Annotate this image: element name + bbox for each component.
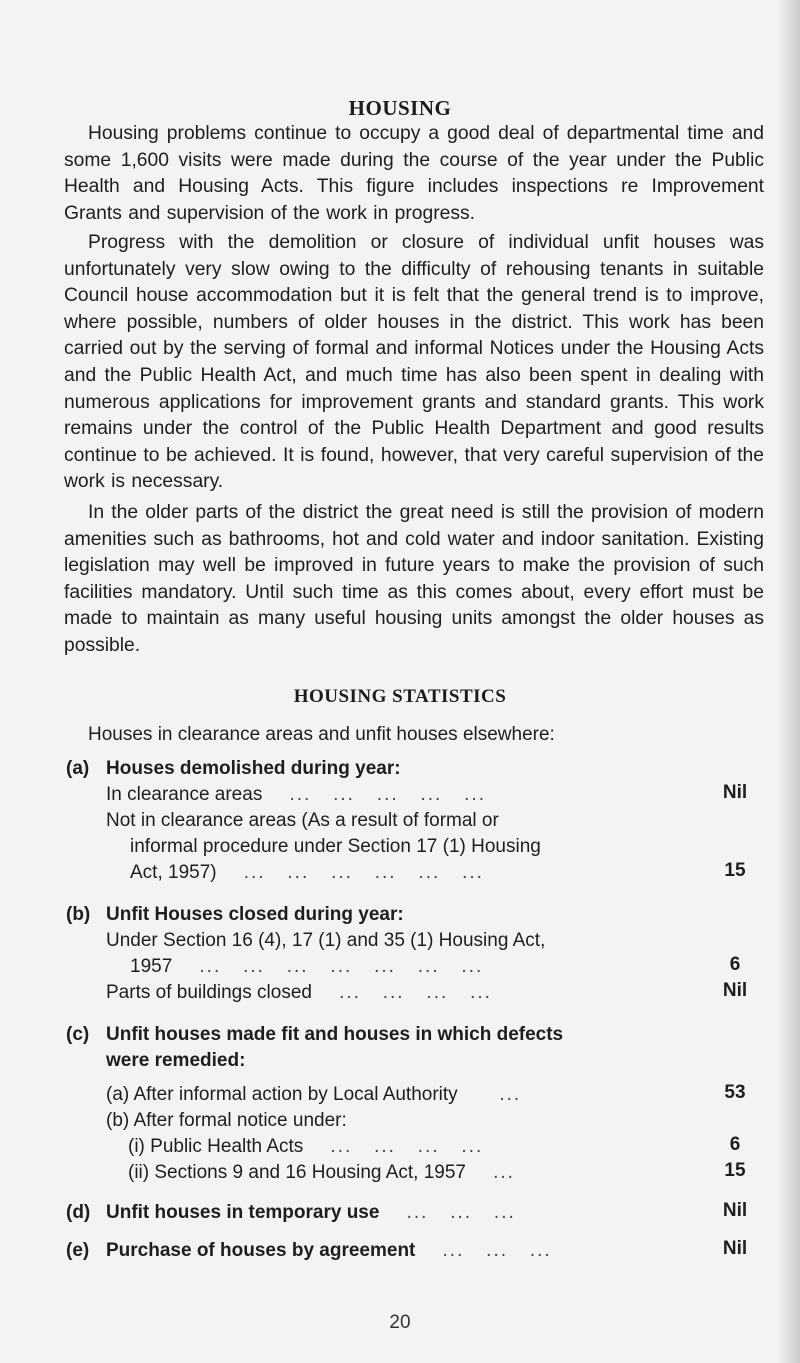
- section-d: [66, 1200, 516, 1226]
- statistics-intro: Houses in clearance areas and unfit houses elsewhere:: [88, 724, 555, 745]
- paragraph-2: Progress with the demolition or closure of individual unfit houses was unfortunately very slow owing to the difficulty of rehousing tenants in suitable Council house accommodation but it is felt that the general trend is to improve, where possible, numbers of older houses in the district. This work has been carried out by the serving of formal and informal Notices under the Housing Acts and the Public Health Act, and much time has also been spent in dealing with numerous applications for improvement grants and standard grants. This work remains under the control of the Public Health Department and good results continue to be achieved. It is found, however, that very careful supervision of the work is necessary.: [64, 232, 764, 493]
- section-a-item-2-line-2: informal procedure under Section 17 (1) Housing: [130, 836, 541, 857]
- section-c-sub-a-value: 53: [724, 1082, 746, 1103]
- page-number: 20: [389, 1312, 411, 1333]
- section-c-sub-i: [128, 1134, 483, 1160]
- section-a-heading: [66, 756, 401, 782]
- section-b-title: Unfit Houses closed during year:: [106, 904, 404, 925]
- section-d-mark: (d): [66, 1202, 91, 1223]
- section-a-item-1-label: In clearance areas: [106, 784, 263, 805]
- leader-dots: ...: [471, 1162, 515, 1183]
- section-c-sub-a: [106, 1082, 521, 1108]
- section-a-item-2-line-3: [130, 860, 484, 886]
- section-c-heading-line-1: [66, 1022, 563, 1048]
- leader-dots: ... ... ... ... ...: [267, 784, 486, 805]
- section-e-label: Purchase of houses by agreement: [106, 1240, 416, 1261]
- section-c-sub-a-label: (a) After informal action by Local Authority: [106, 1084, 458, 1105]
- section-b-item-1-line-2: [130, 954, 483, 980]
- section-c-mark: (c): [66, 1024, 90, 1045]
- leader-dots: ... ... ... ... ... ... ...: [177, 956, 484, 977]
- section-c-sub-ii: [128, 1160, 515, 1186]
- section-a-item-2-line-3-text: Act, 1957): [130, 862, 217, 883]
- section-b-item-1-value: 6: [729, 954, 741, 975]
- page-title: HOUSING: [348, 96, 452, 120]
- section-c-sub-ii-label: (ii) Sections 9 and 16 Housing Act, 1957: [128, 1162, 466, 1183]
- section-d-label: Unfit houses in temporary use: [106, 1202, 380, 1223]
- section-b-heading: [66, 902, 404, 928]
- section-b-item-1-line-2-text: 1957: [130, 956, 173, 977]
- leader-dots: ... ... ... ...: [308, 1136, 484, 1157]
- section-b-item-2-value: Nil: [722, 980, 748, 1001]
- paragraph-1: Housing problems continue to occupy a good deal of departmental time and some 1,600 visits were made during the course of the year under the Public Health and Housing Acts. This figure includes inspections re Improvement Grants and supervision of the work in progress.: [64, 123, 764, 224]
- section-a-title: Houses demolished during year:: [106, 758, 401, 779]
- leader-dots: ... ... ...: [384, 1202, 516, 1223]
- section-a-item-1: [106, 782, 486, 808]
- section-e-value: Nil: [722, 1238, 748, 1259]
- section-c-sub-i-label: (i) Public Health Acts: [128, 1136, 304, 1157]
- section-d-value: Nil: [722, 1200, 748, 1221]
- section-b-item-2: [106, 980, 492, 1006]
- section-e: [66, 1238, 552, 1264]
- statistics-title: HOUSING STATISTICS: [293, 686, 507, 707]
- leader-dots: ... ... ... ... ... ...: [221, 862, 484, 883]
- section-a-item-1-value: Nil: [722, 782, 748, 803]
- paragraph-3: In the older parts of the district the great need is still the provision of modern amenities such as bathrooms, hot and cold water and indoor sanitation. Existing legislation may well be improved in future years to make the provision of such facilities mandatory. Until such time as this comes about, every effort must be made to maintain as many useful housing units amongst the older houses as possible.: [64, 502, 764, 656]
- leader-dots: ... ... ...: [420, 1240, 552, 1261]
- section-c-title: Unfit houses made fit and houses in which defects: [106, 1024, 564, 1045]
- section-c-sub-ii-value: 15: [724, 1160, 746, 1181]
- section-b-item-2-label: Parts of buildings closed: [106, 982, 312, 1003]
- leader-dots: ... ... ... ...: [317, 982, 492, 1003]
- section-c-sub-b: (b) After formal notice under:: [106, 1110, 347, 1131]
- section-a-item-2-line-1: Not in clearance areas (As a result of formal or: [106, 810, 499, 831]
- section-e-mark: (e): [66, 1240, 90, 1261]
- section-a-mark: (a): [66, 758, 90, 779]
- section-b-item-1-line-1: Under Section 16 (4), 17 (1) and 35 (1) Housing Act,: [106, 930, 546, 951]
- section-c-sub-i-value: 6: [729, 1134, 741, 1155]
- leader-dots: ...: [462, 1084, 522, 1105]
- section-c-heading-line-2: were remedied:: [106, 1050, 246, 1071]
- section-a-item-2-value: 15: [724, 860, 746, 881]
- section-b-mark: (b): [66, 904, 91, 925]
